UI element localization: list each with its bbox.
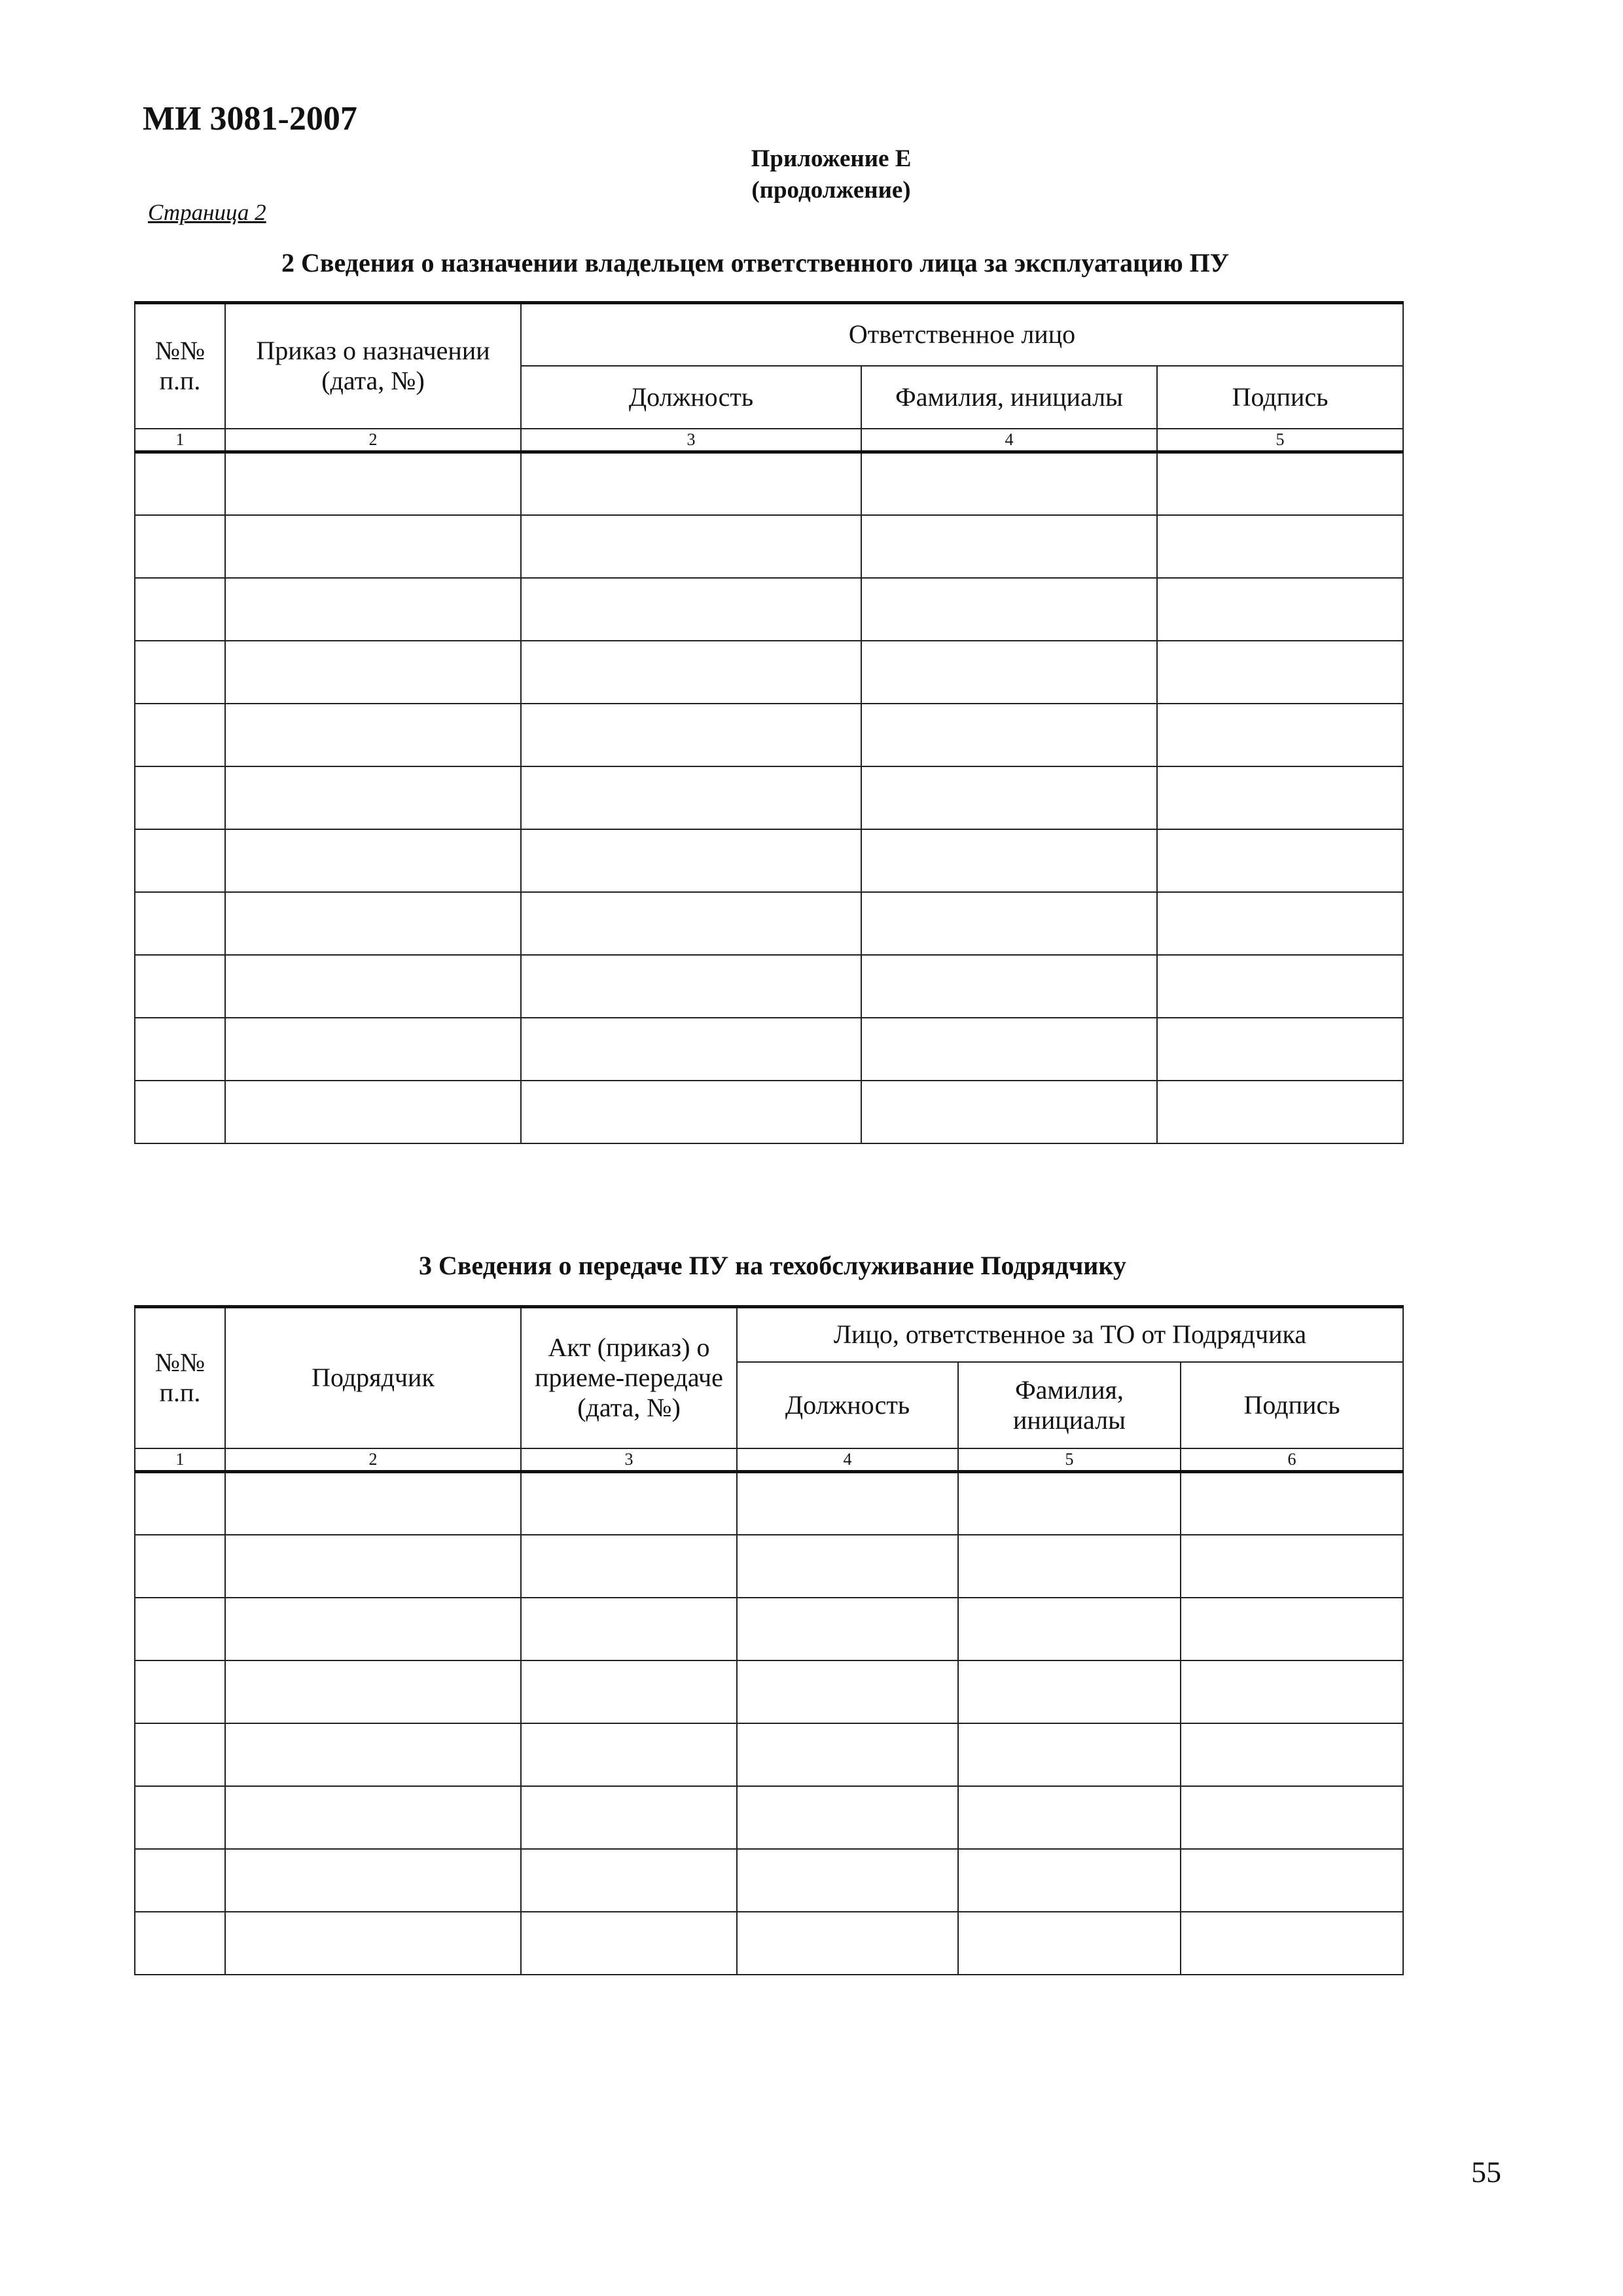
empty-cell: [135, 1081, 225, 1143]
empty-cell: [1157, 515, 1403, 578]
empty-cell: [135, 704, 225, 766]
table-row: [135, 1081, 1403, 1143]
column-number: 3: [521, 429, 861, 452]
empty-cell: [135, 641, 225, 704]
section-2-table: [134, 301, 1404, 1144]
empty-cell: [1157, 892, 1403, 955]
table-row: [135, 1786, 1403, 1849]
empty-cell: [225, 452, 521, 515]
header-order: Приказ о назначении (дата, №): [225, 303, 521, 429]
column-number: 5: [958, 1448, 1181, 1472]
empty-cell: [225, 1723, 521, 1786]
column-number: 5: [1157, 429, 1403, 452]
table-row: [135, 1472, 1403, 1535]
empty-cell: [521, 1535, 737, 1598]
header-full-name: Фамилия, инициалы: [861, 366, 1157, 429]
header-signature: Подпись: [1157, 366, 1403, 429]
header-signature: Подпись: [1181, 1362, 1403, 1448]
table-row: [135, 1598, 1403, 1660]
empty-cell: [521, 704, 861, 766]
column-number: 1: [135, 429, 225, 452]
empty-cell: [135, 1598, 225, 1660]
empty-cell: [1157, 641, 1403, 704]
table-row: [135, 1723, 1403, 1786]
empty-cell: [1181, 1912, 1403, 1975]
empty-cell: [1157, 452, 1403, 515]
empty-cell: [737, 1912, 958, 1975]
table-row: [135, 766, 1403, 829]
empty-cell: [1157, 829, 1403, 892]
empty-cell: [1181, 1660, 1403, 1723]
empty-cell: [958, 1660, 1181, 1723]
empty-cell: [521, 1081, 861, 1143]
empty-cell: [861, 515, 1157, 578]
empty-cell: [135, 1018, 225, 1081]
empty-cell: [1157, 955, 1403, 1018]
empty-cell: [135, 1535, 225, 1598]
section-3-table: [134, 1305, 1404, 1975]
empty-cell: [225, 641, 521, 704]
empty-cell: [135, 1849, 225, 1912]
empty-cell: [958, 1912, 1181, 1975]
empty-cell: [861, 578, 1157, 641]
empty-cell: [1157, 578, 1403, 641]
empty-cell: [225, 1849, 521, 1912]
column-number: 2: [225, 429, 521, 452]
table-row: [135, 892, 1403, 955]
empty-cell: [225, 1472, 521, 1535]
table-row: [135, 1535, 1403, 1598]
table-row: [135, 1912, 1403, 1975]
empty-cell: [737, 1786, 958, 1849]
empty-cell: [737, 1472, 958, 1535]
column-number: 6: [1181, 1448, 1403, 1472]
column-number: 1: [135, 1448, 225, 1472]
empty-cell: [135, 452, 225, 515]
page-number: 55: [1471, 2155, 1501, 2189]
empty-cell: [1157, 704, 1403, 766]
empty-cell: [135, 766, 225, 829]
empty-cell: [861, 641, 1157, 704]
empty-cell: [861, 452, 1157, 515]
empty-cell: [225, 1598, 521, 1660]
empty-cell: [225, 766, 521, 829]
empty-cell: [958, 1849, 1181, 1912]
table-row: [135, 1018, 1403, 1081]
empty-cell: [135, 829, 225, 892]
column-number: 3: [521, 1448, 737, 1472]
empty-cell: [135, 1472, 225, 1535]
empty-cell: [135, 1912, 225, 1975]
empty-cell: [1157, 766, 1403, 829]
appendix-note: (продолжение): [751, 177, 911, 204]
empty-cell: [135, 1723, 225, 1786]
empty-cell: [861, 892, 1157, 955]
empty-cell: [225, 1786, 521, 1849]
empty-cell: [521, 1018, 861, 1081]
empty-cell: [225, 1018, 521, 1081]
column-number: 4: [737, 1448, 958, 1472]
empty-cell: [861, 766, 1157, 829]
page-reference: Страница 2: [148, 200, 266, 225]
table-row: [135, 829, 1403, 892]
empty-cell: [737, 1598, 958, 1660]
empty-cell: [225, 1660, 521, 1723]
table-row: [135, 452, 1403, 515]
header-row-number: №№ п.п.: [135, 303, 225, 429]
table-row: [135, 1849, 1403, 1912]
empty-cell: [225, 1081, 521, 1143]
header-responsible-person: Ответственное лицо: [521, 303, 1403, 366]
column-number: 4: [861, 429, 1157, 452]
empty-cell: [521, 578, 861, 641]
section-3-title: 3 Сведения о передаче ПУ на техобслуживание Подрядчику: [419, 1251, 1126, 1280]
header-contractor: Подрядчик: [225, 1307, 521, 1448]
empty-cell: [737, 1849, 958, 1912]
empty-cell: [958, 1472, 1181, 1535]
empty-cell: [1181, 1598, 1403, 1660]
empty-cell: [861, 704, 1157, 766]
empty-cell: [1181, 1786, 1403, 1849]
header-transfer-act: Акт (приказ) о приеме-передаче (дата, №): [521, 1307, 737, 1448]
empty-cell: [225, 704, 521, 766]
empty-cell: [135, 515, 225, 578]
header-position: Должность: [521, 366, 861, 429]
empty-cell: [737, 1660, 958, 1723]
header-row-number: №№ п.п.: [135, 1307, 225, 1448]
empty-cell: [1181, 1849, 1403, 1912]
empty-cell: [521, 1849, 737, 1912]
empty-cell: [958, 1598, 1181, 1660]
empty-cell: [861, 1018, 1157, 1081]
empty-cell: [135, 955, 225, 1018]
header-position: Должность: [737, 1362, 958, 1448]
empty-cell: [521, 1912, 737, 1975]
empty-cell: [135, 1786, 225, 1849]
empty-cell: [861, 955, 1157, 1018]
section-3-table-body: [135, 1472, 1403, 1975]
empty-cell: [521, 955, 861, 1018]
empty-cell: [521, 1786, 737, 1849]
empty-cell: [225, 892, 521, 955]
empty-cell: [1181, 1723, 1403, 1786]
table-row: [135, 1660, 1403, 1723]
empty-cell: [225, 515, 521, 578]
table-row: [135, 955, 1403, 1018]
table-row: [135, 641, 1403, 704]
empty-cell: [135, 892, 225, 955]
empty-cell: [135, 1660, 225, 1723]
document-id: МИ 3081-2007: [143, 100, 357, 137]
empty-cell: [1157, 1081, 1403, 1143]
empty-cell: [1181, 1472, 1403, 1535]
empty-cell: [958, 1786, 1181, 1849]
empty-cell: [225, 829, 521, 892]
empty-cell: [135, 578, 225, 641]
empty-cell: [521, 1723, 737, 1786]
table-row: [135, 704, 1403, 766]
empty-cell: [521, 452, 861, 515]
empty-cell: [225, 955, 521, 1018]
section-2-table-body: [135, 452, 1403, 1143]
empty-cell: [1157, 1018, 1403, 1081]
header-contractor-responsible: Лицо, ответственное за ТО от Подрядчика: [737, 1307, 1403, 1362]
empty-cell: [861, 829, 1157, 892]
table-row: [135, 578, 1403, 641]
empty-cell: [521, 766, 861, 829]
empty-cell: [521, 641, 861, 704]
empty-cell: [521, 1660, 737, 1723]
empty-cell: [521, 515, 861, 578]
empty-cell: [958, 1535, 1181, 1598]
empty-cell: [861, 1081, 1157, 1143]
empty-cell: [737, 1723, 958, 1786]
empty-cell: [225, 1535, 521, 1598]
column-number: 2: [225, 1448, 521, 1472]
empty-cell: [225, 578, 521, 641]
empty-cell: [521, 892, 861, 955]
section-2-title: 2 Сведения о назначении владельцем ответственного лица за эксплуатацию ПУ: [281, 248, 1230, 278]
empty-cell: [1181, 1535, 1403, 1598]
empty-cell: [521, 1598, 737, 1660]
empty-cell: [521, 1472, 737, 1535]
empty-cell: [521, 829, 861, 892]
empty-cell: [737, 1535, 958, 1598]
header-full-name: Фамилия, инициалы: [958, 1362, 1181, 1448]
appendix-title: Приложение Е: [751, 145, 912, 172]
empty-cell: [225, 1912, 521, 1975]
empty-cell: [958, 1723, 1181, 1786]
table-row: [135, 515, 1403, 578]
